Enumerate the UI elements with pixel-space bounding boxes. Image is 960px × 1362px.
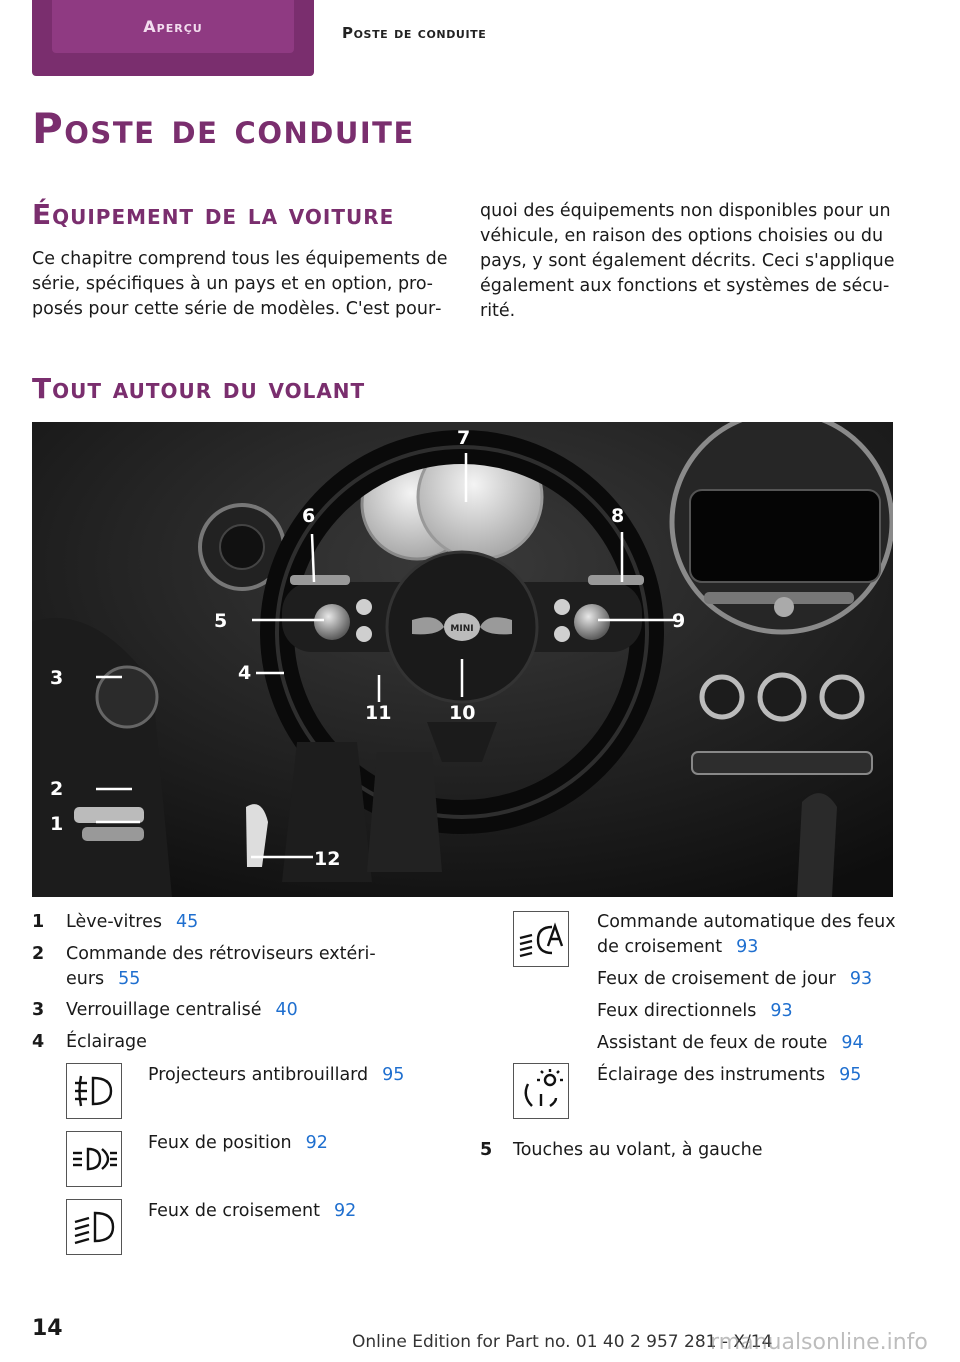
fog-light-icon <box>66 1063 122 1119</box>
footer-edition: Online Edition for Part no. 01 40 2 957 281 - X/14 <box>352 1332 773 1352</box>
callout-9: 9 <box>672 610 686 632</box>
sub-item-label: Feux de position <box>148 1133 292 1153</box>
item-number: 5 <box>480 1140 493 1160</box>
sub-item-label: Éclairage des instruments <box>597 1065 826 1085</box>
sub-item-label: Feux de croisement de jour <box>597 969 836 989</box>
sub-item <box>148 1063 404 1088</box>
steering-wheel-logo: MINI <box>450 624 474 634</box>
page-link[interactable]: 92 <box>305 1133 328 1153</box>
page-link[interactable]: 45 <box>175 912 199 932</box>
sub-item <box>597 910 896 935</box>
section-heading-volant: Tout autour du volant <box>32 372 366 405</box>
text-line: posés pour cette série de modèles. C'est pour‐ <box>32 299 442 319</box>
parking-light-icon <box>66 1131 122 1187</box>
sub-item <box>597 999 793 1024</box>
callout-6: 6 <box>302 505 316 527</box>
item-number: 2 <box>32 944 45 964</box>
low-beam-icon <box>66 1199 122 1255</box>
sub-item-label: de croisement <box>597 937 723 957</box>
text-line: pays, y sont également décrits. Ceci s'applique <box>480 251 895 271</box>
page-link[interactable]: 93 <box>770 1001 793 1021</box>
sub-item <box>148 1199 356 1224</box>
legend-list-left <box>32 910 452 1270</box>
callout-4: 4 <box>238 662 252 684</box>
tab-poste-de-conduite[interactable]: Poste de conduite <box>342 24 487 42</box>
sub-item-label: Commande automatique des feux <box>597 912 896 932</box>
page-link[interactable]: 92 <box>333 1201 357 1221</box>
sub-item <box>597 967 872 992</box>
callout-11: 11 <box>365 702 392 724</box>
text-line: rité. <box>480 301 516 321</box>
item-label: Commande des rétroviseurs extéri‐ <box>66 944 376 964</box>
page-link[interactable]: 95 <box>382 1065 405 1085</box>
text-line: véhicule, en raison des options choisies ou du <box>480 226 884 246</box>
callout-1: 1 <box>50 813 64 835</box>
callout-12: 12 <box>314 848 341 870</box>
item-label: Éclairage <box>66 1032 147 1052</box>
text-line: Ce chapitre comprend tous les équipements de <box>32 249 448 269</box>
sub-item-label: Feux de croisement <box>148 1201 320 1221</box>
sub-item <box>597 1031 864 1056</box>
tab-apercu-label: Aperçu <box>52 0 294 53</box>
text-line: série, spécifiques à un pays et en option, pro‐ <box>32 274 433 294</box>
sub-item-label: Projecteurs antibrouillard <box>148 1065 369 1085</box>
item-number: 3 <box>32 1000 45 1020</box>
callout-5: 5 <box>214 610 228 632</box>
tab-apercu[interactable] <box>32 0 314 76</box>
instrument-lighting-icon <box>513 1063 569 1119</box>
page-link[interactable]: 93 <box>736 937 759 957</box>
page-title: Poste de conduite <box>32 104 415 153</box>
callout-2: 2 <box>50 778 64 800</box>
item-label: Lève-vitres <box>66 912 162 932</box>
page-link[interactable]: 93 <box>849 969 873 989</box>
item-label: Touches au volant, à gauche <box>513 1140 763 1160</box>
callout-10: 10 <box>449 702 476 724</box>
callout-3: 3 <box>50 667 64 689</box>
item-number: 4 <box>32 1032 45 1052</box>
sub-item-label: Assistant de feux de route <box>597 1033 828 1053</box>
sub-item <box>597 1063 861 1088</box>
header-tab-bar <box>0 0 960 76</box>
page-link[interactable]: 94 <box>841 1033 864 1053</box>
watermark: rmanualsonline.info <box>710 1330 928 1355</box>
intro-paragraph-col1 <box>32 247 447 322</box>
page-number: 14 <box>32 1316 63 1341</box>
sub-item <box>148 1131 328 1156</box>
cockpit-photo <box>32 422 893 897</box>
callout-7: 7 <box>457 427 471 449</box>
section-heading-equipement: Équipement de la voiture <box>32 198 395 231</box>
legend-list-right <box>480 910 900 1270</box>
item-label: Verrouillage centralisé <box>66 1000 262 1020</box>
item-label-cont: eurs <box>66 969 105 989</box>
text-line: quoi des équipements non disponibles pour un <box>480 201 891 221</box>
callout-8: 8 <box>611 505 625 527</box>
auto-headlight-icon <box>513 911 569 967</box>
text-line: également aux fonctions et systèmes de sécu‐ <box>480 276 890 296</box>
intro-paragraph-col2 <box>480 199 895 324</box>
sub-item <box>597 935 758 960</box>
item-number: 1 <box>32 912 45 932</box>
page-link[interactable]: 95 <box>839 1065 862 1085</box>
page-link[interactable]: 55 <box>118 969 141 989</box>
sub-item-label: Feux directionnels <box>597 1001 757 1021</box>
page-link[interactable]: 40 <box>275 1000 298 1020</box>
